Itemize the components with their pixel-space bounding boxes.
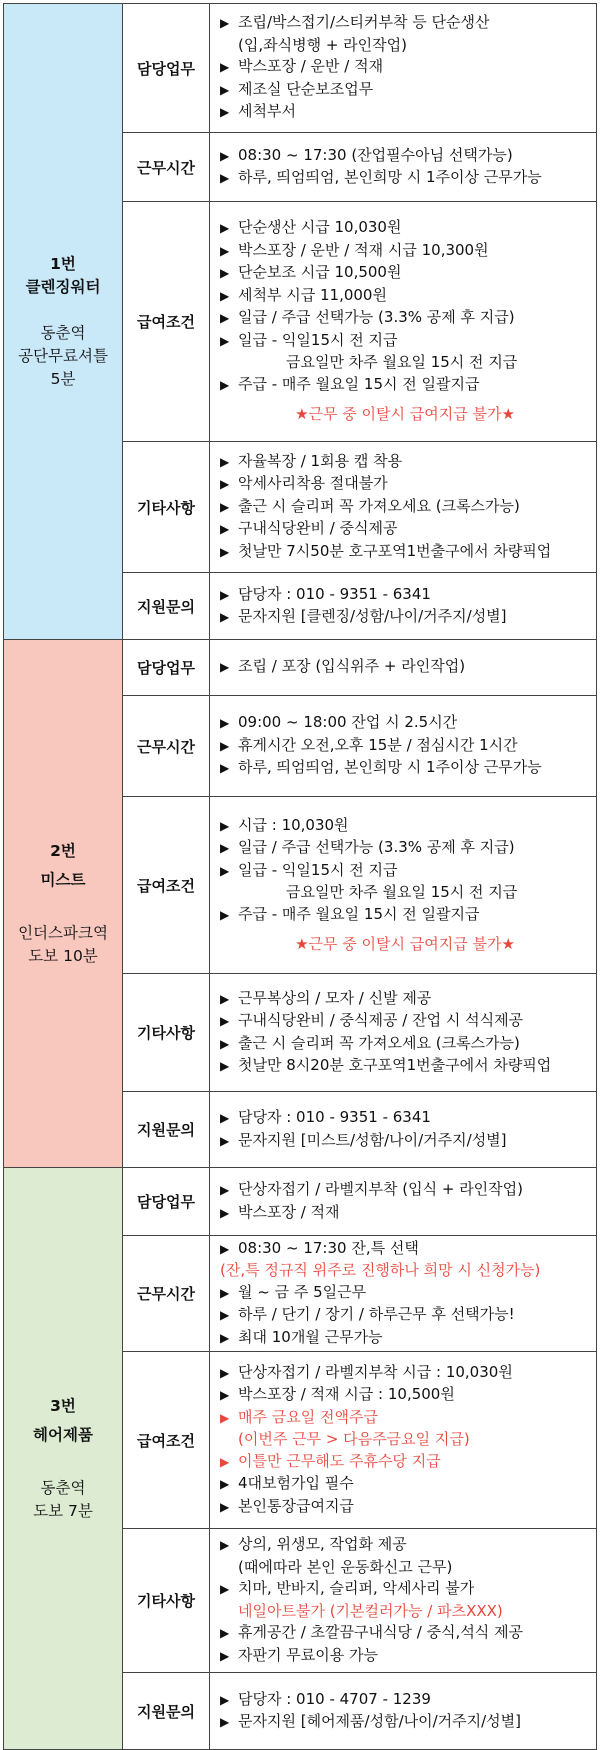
pay-line: ▶ 매주 금요일 전액주급 xyxy=(220,1407,590,1430)
job1-hours-content xyxy=(210,133,597,202)
job3-etc-label: 기타사항 xyxy=(123,1529,210,1673)
duty-line: (입,좌식병행 + 라인작업) xyxy=(238,35,407,54)
job1-duty-row xyxy=(4,4,597,133)
pay-line: ▶ 이틀만 근무해도 주휴수당 지급 xyxy=(220,1451,590,1474)
duty-line: ▶ 단상자접기 / 라벨지부착 (입식 + 라인작업) xyxy=(220,1179,590,1202)
job3-hours-label: 근무시간 xyxy=(123,1236,210,1352)
duty-line: ▶ 박스포장 / 적재 xyxy=(220,1202,590,1225)
etc-line: ▶ 치마, 반바지, 슬리퍼, 악세사리 불가 xyxy=(220,1578,590,1601)
job-listing-table xyxy=(3,3,597,1750)
job3-hours-content xyxy=(210,1236,597,1352)
job1-duty-label: 담당업무 xyxy=(123,4,210,133)
job2-contact-label: 지원문의 xyxy=(123,1092,210,1168)
etc-line: ▶ 휴게공간 / 초깔끔구내식당 / 중식,석식 제공 xyxy=(220,1622,590,1645)
job2-duty-label: 담당업무 xyxy=(123,640,210,696)
contact-sms: ▶ 문자지원 [미스트/성함/나이/거주지/성별] xyxy=(220,1130,590,1153)
pay-line: ▶ 일급 / 주급 선택가능 (3.3% 공제 후 지급) xyxy=(220,307,590,330)
hours-line: ▶ 월 ~ 금 주 5일근무 xyxy=(220,1282,590,1305)
star-warning: ★근무 중 이탈시 급여지급 불가★ xyxy=(295,935,515,953)
pay-line: ▶ 시급 : 10,030원 xyxy=(220,815,590,838)
hours-line: ▶ 하루 / 단기 / 장기 / 하루근무 후 선택가능! xyxy=(220,1304,590,1327)
etc-line: 네일아트불가 (기본컬러가능 / 파츠XXX) xyxy=(238,1601,503,1620)
pay-line: ▶ 일급 / 주급 선택가능 (3.3% 공제 후 지급) xyxy=(220,837,590,860)
pay-line: 금요일만 차주 월요일 15시 전 지급 xyxy=(286,353,518,372)
job3-duty-row xyxy=(4,1168,597,1236)
duty-line: ▶ 조립 / 포장 (입식위주 + 라인작업) xyxy=(220,656,590,679)
job1-location-station: 동춘역 xyxy=(40,323,86,342)
job2-hours-label: 근무시간 xyxy=(123,696,210,797)
pay-line: ▶ 본인통장급여지급 xyxy=(220,1496,590,1519)
job2-etc-content xyxy=(210,974,597,1092)
star-warning: ★근무 중 이탈시 급여지급 불가★ xyxy=(295,405,515,424)
job3-etc-content xyxy=(210,1529,597,1673)
pay-line: (이번주 근무 > 다음주금요일 지급) xyxy=(238,1430,470,1449)
hours-line: ▶ 하루, 띄엄띄엄, 본인희망 시 1주이상 근무가능 xyxy=(220,167,590,190)
pay-line: ▶ 4대보험가입 필수 xyxy=(220,1473,590,1496)
job3-summary-cell xyxy=(4,1168,123,1750)
etc-line: ▶ 출근 시 슬리퍼 꼭 가져오세요 (크록스가능) xyxy=(220,496,590,519)
hours-line: ▶ 휴게시간 오전,오후 15분 / 점심시간 1시간 xyxy=(220,735,590,758)
job1-location-time: 5분 xyxy=(50,369,76,388)
job1-contact-content xyxy=(210,573,597,640)
job3-location-time: 도보 7분 xyxy=(33,1501,93,1520)
job1-number: 1번 xyxy=(50,254,76,273)
job1-location-access: 공단무료셔틀 xyxy=(18,346,108,365)
job3-duty-content xyxy=(210,1168,597,1236)
job1-pay-label: 급여조건 xyxy=(123,202,210,442)
hours-line: ▶ 08:30 ~ 17:30 (잔업필수아님 선택가능) xyxy=(220,145,590,168)
pay-line: ▶ 단순생산 시급 10,030원 xyxy=(220,217,590,240)
job2-pay-label: 급여조건 xyxy=(123,797,210,974)
pay-line: ▶ 단순보조 시급 10,500원 xyxy=(220,262,590,285)
etc-line: ▶ 근무복상의 / 모자 / 신발 제공 xyxy=(220,988,590,1011)
duty-line: ▶ 조립/박스접기/스티커부착 등 단순생산 xyxy=(220,12,590,35)
etc-line: (때에따라 본인 운동화신고 근무) xyxy=(238,1557,453,1576)
pay-line: ▶ 일급 - 익일15시 전 지급 xyxy=(220,860,590,883)
pay-line: ▶ 세척부 시급 11,000원 xyxy=(220,285,590,308)
duty-line: ▶ 세척부서 xyxy=(220,101,590,124)
hours-line: (잔,특 정규직 위주로 진행하나 희망 시 신청가능) xyxy=(220,1261,541,1280)
pay-line: ▶ 일급 - 익일15시 전 지급 xyxy=(220,330,590,353)
job1-duty-content xyxy=(210,4,597,133)
pay-line: ▶ 주급 - 매주 월요일 15시 전 일괄지급 xyxy=(220,904,590,927)
job2-summary-cell xyxy=(4,640,123,1168)
job2-hours-content xyxy=(210,696,597,797)
job3-company: 헤어제품 xyxy=(33,1425,93,1444)
job2-contact-content xyxy=(210,1092,597,1168)
etc-line: ▶ 출근 시 슬리퍼 꼭 가져오세요 (크록스가능) xyxy=(220,1033,590,1056)
job3-pay-content xyxy=(210,1352,597,1529)
job1-etc-content xyxy=(210,442,597,573)
job3-location-station: 동춘역 xyxy=(40,1478,86,1497)
etc-line: ▶ 악세사리착용 절대불가 xyxy=(220,473,590,496)
etc-line: ▶ 구내식당완비 / 중식제공 / 잔업 시 석식제공 xyxy=(220,1010,590,1033)
job1-company: 클렌징워터 xyxy=(25,277,101,296)
job1-pay-content xyxy=(210,202,597,442)
etc-line: ▶ 첫날만 8시20분 호구포역1번출구에서 차량픽업 xyxy=(220,1055,590,1078)
etc-line: ▶ 자판기 무료이용 가능 xyxy=(220,1645,590,1668)
contact-sms: ▶ 문자지원 [헤어제품/성함/나이/거주지/성별] xyxy=(220,1711,590,1734)
job3-contact-label: 지원문의 xyxy=(123,1673,210,1750)
etc-line: ▶ 첫날만 7시50분 호구포역1번출구에서 차량픽업 xyxy=(220,541,590,564)
job2-duty-row xyxy=(4,640,597,696)
pay-line: ▶ 박스포장 / 적재 시급 : 10,500원 xyxy=(220,1384,590,1407)
job3-duty-label: 담당업무 xyxy=(123,1168,210,1236)
job1-contact-label: 지원문의 xyxy=(123,573,210,640)
job1-etc-label: 기타사항 xyxy=(123,442,210,573)
hours-line: ▶ 09:00 ~ 18:00 잔업 시 2.5시간 xyxy=(220,712,590,735)
job2-company: 미스트 xyxy=(40,870,86,889)
contact-phone: ▶ 담당자 : 010 - 9351 - 6341 xyxy=(220,584,590,607)
job2-location-time: 도보 10분 xyxy=(28,946,98,965)
etc-line: ▶ 자율복장 / 1회용 캡 착용 xyxy=(220,451,590,474)
etc-line: ▶ 구내식당완비 / 중식제공 xyxy=(220,518,590,541)
job1-summary-cell xyxy=(4,4,123,640)
job1-hours-label: 근무시간 xyxy=(123,133,210,202)
job2-duty-content xyxy=(210,640,597,696)
job2-pay-content xyxy=(210,797,597,974)
duty-line: ▶ 박스포장 / 운반 / 적재 xyxy=(220,56,590,79)
hours-line: ▶ 하루, 띄엄띄엄, 본인희망 시 1주이상 근무가능 xyxy=(220,757,590,780)
job2-location-station: 인더스파크역 xyxy=(18,923,108,942)
job3-number: 3번 xyxy=(50,1396,76,1415)
etc-line: ▶ 상의, 위생모, 작업화 제공 xyxy=(220,1534,590,1557)
duty-line: ▶ 제조실 단순보조업무 xyxy=(220,79,590,102)
contact-phone: ▶ 담당자 : 010 - 9351 - 6341 xyxy=(220,1107,590,1130)
job2-number: 2번 xyxy=(50,841,76,860)
job3-contact-content xyxy=(210,1673,597,1750)
contact-phone: ▶ 담당자 : 010 - 4707 - 1239 xyxy=(220,1689,590,1712)
pay-line: ▶ 주급 - 매주 월요일 15시 전 일괄지급 xyxy=(220,374,590,397)
hours-line: ▶ 08:30 ~ 17:30 잔,특 선택 xyxy=(220,1238,590,1261)
pay-line: ▶ 박스포장 / 운반 / 적재 시급 10,300원 xyxy=(220,240,590,263)
contact-sms: ▶ 문자지원 [클렌징/성함/나이/거주지/성별] xyxy=(220,606,590,629)
pay-line: 금요일만 차주 월요일 15시 전 지급 xyxy=(286,883,518,901)
pay-line: ▶ 단상자접기 / 라벨지부착 시급 : 10,030원 xyxy=(220,1362,590,1385)
job2-etc-label: 기타사항 xyxy=(123,974,210,1092)
job3-pay-label: 급여조건 xyxy=(123,1352,210,1529)
hours-line: ▶ 최대 10개월 근무가능 xyxy=(220,1327,590,1350)
